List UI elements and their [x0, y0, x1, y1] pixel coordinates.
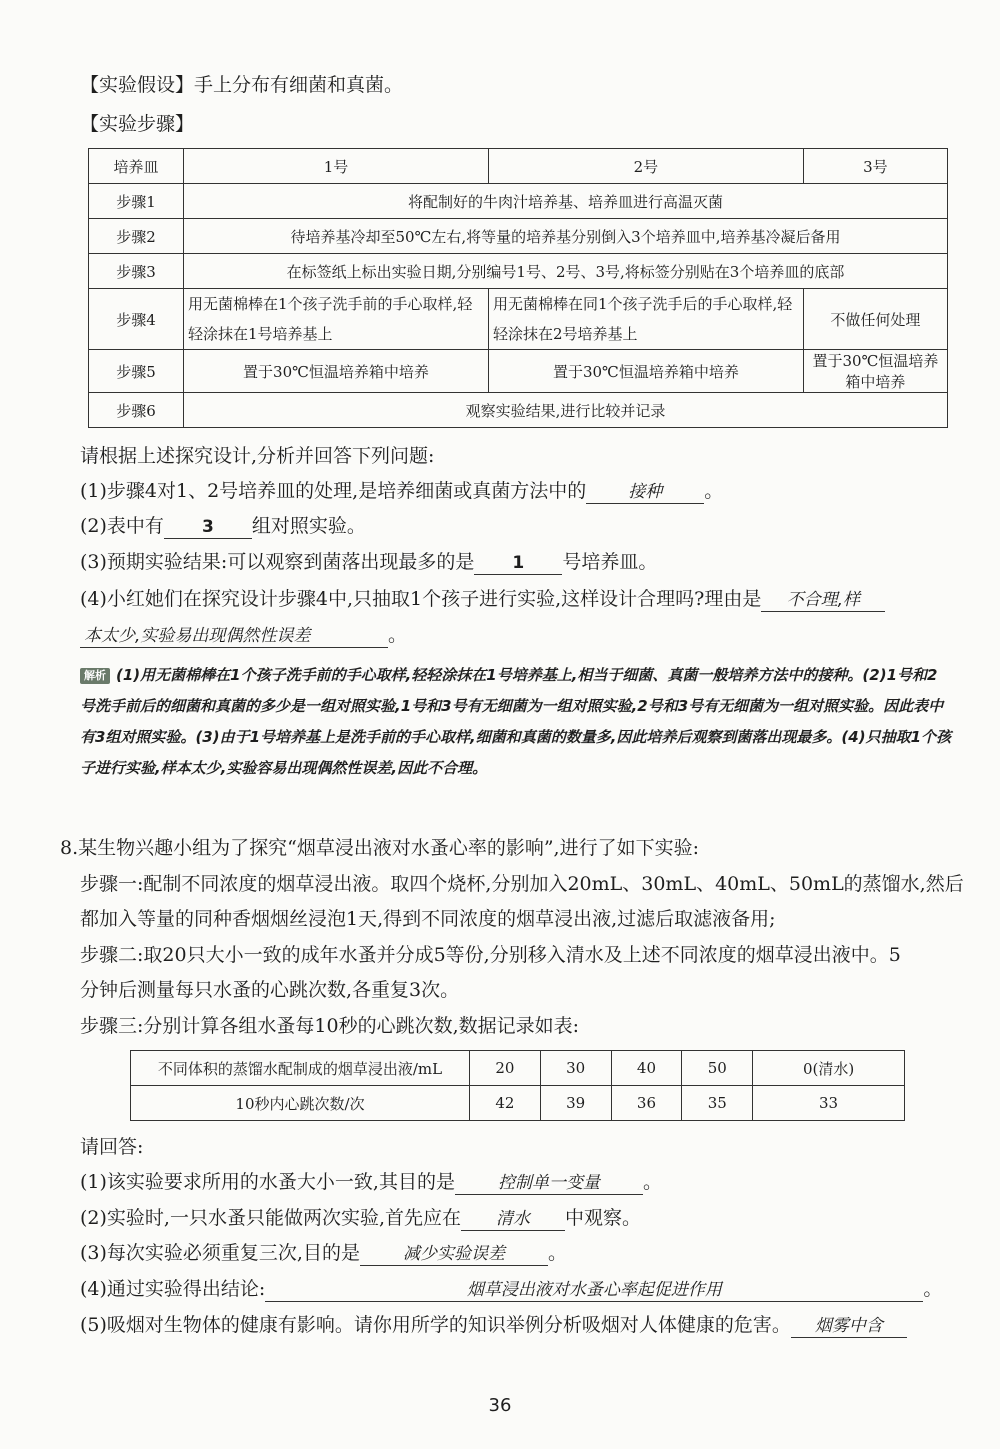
step-cell-dish3: 置于30℃恒温培养箱中培养 — [803, 350, 947, 393]
step-two-line-2: 分钟后测量每只水蚤的心跳次数,各重复3次。 — [80, 979, 460, 1001]
answer-blank: 3 — [164, 516, 252, 539]
hypothesis-text: 【实验假设】手上分布有细菌和真菌。 — [80, 74, 404, 96]
steps-title: 【实验步骤】 — [80, 113, 195, 135]
answer-blank: 烟草浸出液对水蚤心率起促进作用 — [265, 1279, 923, 1302]
question-text: (1)该实验要求所用的水蚤大小一致,其目的是 — [80, 1171, 455, 1193]
table-cell: 0(清水) — [753, 1051, 905, 1086]
table-row — [89, 350, 948, 393]
step-cell-dish2: 用无菌棉棒在同1个孩子洗手后的手心取样,轻轻涂抹在2号培养基上 — [488, 289, 803, 350]
question-text: (2)实验时,一只水蚤只能做两次实验,首先应在 — [80, 1207, 461, 1229]
q8-question-5 — [80, 1312, 907, 1338]
step-content: 将配制好的牛肉汁培养基、培养皿进行高温灭菌 — [184, 184, 948, 219]
analysis-block — [80, 660, 952, 784]
step-label: 步骤6 — [89, 393, 184, 428]
table-row — [89, 219, 948, 254]
row-label: 不同体积的蒸馏水配制成的烟草浸出液/mL — [131, 1051, 470, 1086]
header-cell: 2号 — [488, 149, 803, 184]
q8-question-4 — [80, 1276, 942, 1302]
question-text: (4)小红她们在探究设计步骤4中,只抽取1个孩子进行实验,这样设计合理吗?理由是 — [80, 588, 762, 610]
answer-blank: 减少实验误差 — [360, 1243, 548, 1266]
step-content: 在标签纸上标出实验日期,分别编号1号、2号、3号,将标签分别贴在3个培养皿的底部 — [184, 254, 948, 289]
q8-intro: 请回答: — [80, 1136, 144, 1158]
question-text: (2)表中有 — [80, 515, 164, 537]
q8-question-2 — [80, 1205, 641, 1231]
question-suffix: 。 — [642, 1171, 662, 1193]
heart-rate-table — [130, 1050, 905, 1121]
answer-blank: 本太少,实验易出现偶然性误差 — [80, 625, 388, 648]
question-suffix: 中观察。 — [565, 1207, 642, 1229]
table-row — [89, 254, 948, 289]
question-1 — [80, 478, 723, 504]
analysis-text: (1)用无菌棉棒在1个孩子洗手前的手心取样,轻轻涂抹在1号培养基上,相当于细菌、真菌一般培养方法中的接种。(2)1号和2号洗手前后的细菌和真菌的多少是一组对照实验,1号和3号有无细菌为一组对照实验,2号和3号有无细菌为一组对照实验。因此表中有3组对照实验。(3)由于1号培养基上是洗手前的手心取样,细菌和真菌的数量多,因此培养后观察到菌落出现最多。(4)只抽取1个孩子进行实验,样本太少,实验容易出现偶然性误差,因此不合理。 — [80, 666, 952, 777]
question-4 — [80, 586, 885, 612]
step-content: 观察实验结果,进行比较并记录 — [184, 393, 948, 428]
answer-blank: 1 — [474, 552, 562, 575]
answer-blank: 控制单一变量 — [455, 1172, 643, 1195]
step-label: 步骤5 — [89, 350, 184, 393]
table-row — [131, 1051, 905, 1086]
table-row — [131, 1086, 905, 1121]
problem-8-title: 8.某生物兴趣小组为了探究“烟草浸出液对水蚤心率的影响”,进行了如下实验: — [60, 837, 699, 859]
table-cell: 39 — [540, 1086, 611, 1121]
question-suffix: 。 — [388, 624, 408, 646]
experiment-steps-table — [88, 148, 948, 428]
step-cell-dish1: 用无菌棉棒在1个孩子洗手前的手心取样,轻轻涂抹在1号培养基上 — [184, 289, 489, 350]
step-one-line-1: 步骤一:配制不同浓度的烟草浸出液。取四个烧杯,分别加入20mL、30mL、40mL、50mL的蒸馏水,然后 — [80, 873, 964, 895]
table-cell: 40 — [611, 1051, 682, 1086]
question-text: (3)每次实验必须重复三次,目的是 — [80, 1242, 360, 1264]
question-suffix: 号培养皿。 — [562, 551, 658, 573]
question-text: (3)预期实验结果:可以观察到菌落出现最多的是 — [80, 551, 475, 573]
table-header-row — [89, 149, 948, 184]
step-content: 待培养基冷却至50℃左右,将等量的培养基分别倒入3个培养皿中,培养基冷凝后备用 — [184, 219, 948, 254]
q8-question-3 — [80, 1240, 567, 1266]
analysis-badge: 解析 — [80, 668, 110, 684]
question-4-cont — [80, 622, 407, 648]
header-cell: 1号 — [184, 149, 489, 184]
table-row — [89, 393, 948, 428]
q8-question-1 — [80, 1169, 662, 1195]
step-label: 步骤1 — [89, 184, 184, 219]
answer-blank: 清水 — [461, 1208, 565, 1231]
table-row — [89, 184, 948, 219]
question-text: (1)步骤4对1、2号培养皿的处理,是培养细菌或真菌方法中的 — [80, 480, 587, 502]
table-cell: 50 — [682, 1051, 753, 1086]
step-cell-dish3: 不做任何处理 — [803, 289, 947, 350]
question-suffix: 。 — [547, 1242, 567, 1264]
header-cell: 3号 — [803, 149, 947, 184]
answer-blank: 不合理,样 — [761, 589, 885, 612]
answer-blank: 烟雾中含 — [791, 1315, 907, 1338]
question-suffix: 。 — [704, 480, 724, 502]
step-three-line: 步骤三:分别计算各组水蚤每10秒的心跳次数,数据记录如表: — [80, 1015, 580, 1037]
step-two-line-1: 步骤二:取20只大小一致的成年水蚤并分成5等份,分别移入清水及上述不同浓度的烟草浸出液中。5 — [80, 944, 901, 966]
question-suffix: 组对照实验。 — [251, 515, 366, 537]
table-cell: 42 — [470, 1086, 541, 1121]
answer-blank: 接种 — [586, 481, 704, 504]
step-cell-dish1: 置于30℃恒温培养箱中培养 — [184, 350, 489, 393]
page-number: 36 — [488, 1395, 512, 1416]
question-text: (5)吸烟对生物体的健康有影响。请你用所学的知识举例分析吸烟对人体健康的危害。 — [80, 1314, 791, 1336]
table-cell: 36 — [611, 1086, 682, 1121]
step-cell-dish2: 置于30℃恒温培养箱中培养 — [488, 350, 803, 393]
question-text: (4)通过实验得出结论: — [80, 1278, 266, 1300]
step-label: 步骤2 — [89, 219, 184, 254]
question-suffix: 。 — [923, 1278, 943, 1300]
step-label: 步骤3 — [89, 254, 184, 289]
table-cell: 35 — [682, 1086, 753, 1121]
table-row — [89, 289, 948, 350]
question-3 — [80, 549, 657, 575]
table-cell: 33 — [753, 1086, 905, 1121]
row-label: 10秒内心跳次数/次 — [131, 1086, 470, 1121]
step-one-line-2: 都加入等量的同种香烟烟丝浸泡1天,得到不同浓度的烟草浸出液,过滤后取滤液备用; — [80, 908, 776, 930]
header-cell: 培养皿 — [89, 149, 184, 184]
table-cell: 20 — [470, 1051, 541, 1086]
table-cell: 30 — [540, 1051, 611, 1086]
step-label: 步骤4 — [89, 289, 184, 350]
question-intro: 请根据上述探究设计,分析并回答下列问题: — [80, 445, 435, 467]
question-2 — [80, 513, 366, 539]
